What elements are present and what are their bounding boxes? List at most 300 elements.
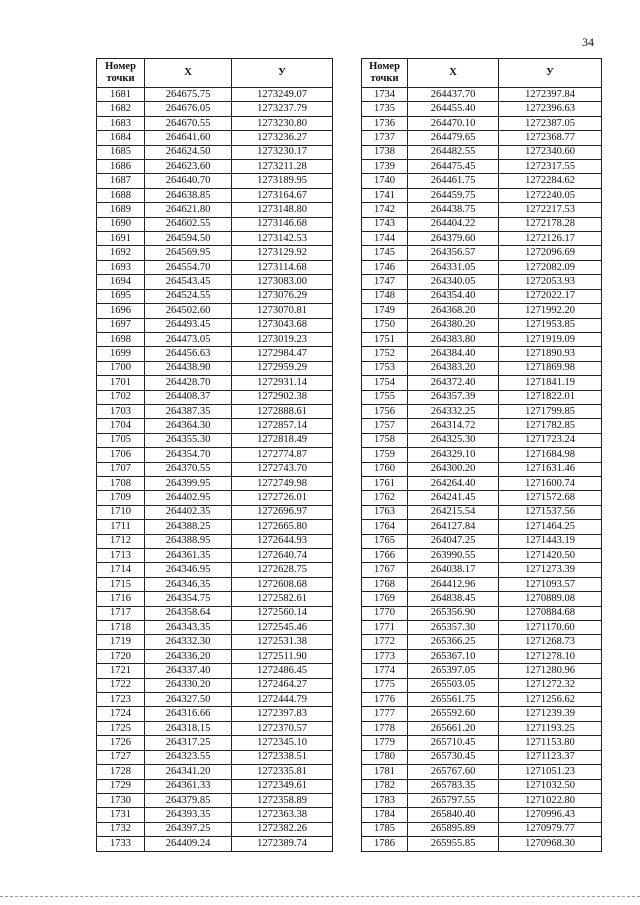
table-row	[362, 779, 602, 793]
point-number-cell: 1687	[97, 174, 145, 188]
y-coordinate-cell: 1270884.68	[499, 606, 602, 620]
point-number-cell: 1783	[362, 793, 408, 807]
y-coordinate-cell: 1271273.39	[499, 563, 602, 577]
y-coordinate-cell: 1271051.23	[499, 765, 602, 779]
point-number-cell: 1700	[97, 361, 145, 375]
point-number-cell: 1727	[97, 750, 145, 764]
y-coordinate-cell: 1271869.98	[499, 361, 602, 375]
x-coordinate-cell: 264372.40	[408, 376, 499, 390]
x-coordinate-cell: 264356.57	[408, 246, 499, 260]
x-coordinate-cell: 264624.50	[145, 145, 232, 159]
table-row	[97, 433, 333, 447]
point-number-cell: 1696	[97, 304, 145, 318]
point-number-header-line2: точки	[106, 73, 135, 84]
table-row	[97, 318, 333, 332]
point-number-cell: 1721	[97, 664, 145, 678]
table-row	[97, 145, 333, 159]
y-coordinate-cell: 1272217.53	[499, 203, 602, 217]
table-row	[97, 577, 333, 591]
point-number-cell: 1719	[97, 635, 145, 649]
x-coordinate-cell: 265367.10	[408, 649, 499, 663]
point-number-cell: 1723	[97, 693, 145, 707]
y-coordinate-cell: 1272665.80	[232, 520, 333, 534]
table-row	[97, 664, 333, 678]
point-number-cell: 1735	[362, 102, 408, 116]
x-coordinate-cell: 265797.55	[408, 793, 499, 807]
x-coordinate-cell: 264397.25	[145, 822, 232, 836]
point-number-cell: 1752	[362, 347, 408, 361]
table-row	[362, 419, 602, 433]
x-coordinate-cell: 264329.10	[408, 448, 499, 462]
y-coordinate-cell: 1270996.43	[499, 808, 602, 822]
table-row	[362, 102, 602, 116]
y-coordinate-cell: 1273142.53	[232, 232, 333, 246]
point-number-cell: 1731	[97, 808, 145, 822]
table-row	[362, 217, 602, 231]
y-coordinate-cell: 1271841.19	[499, 376, 602, 390]
x-coordinate-cell: 264384.40	[408, 347, 499, 361]
x-coordinate-cell: 265710.45	[408, 736, 499, 750]
point-number-cell: 1771	[362, 621, 408, 635]
point-number-cell: 1705	[97, 433, 145, 447]
x-coordinate-cell: 264675.75	[145, 88, 232, 102]
point-number-cell: 1766	[362, 549, 408, 563]
x-coordinate-cell: 264388.25	[145, 520, 232, 534]
point-number-cell: 1763	[362, 505, 408, 519]
point-number-cell: 1776	[362, 693, 408, 707]
table-row	[97, 275, 333, 289]
table-row	[97, 448, 333, 462]
y-coordinate-cell: 1272345.10	[232, 736, 333, 750]
table-row	[362, 260, 602, 274]
y-coordinate-cell: 1271600.74	[499, 476, 602, 490]
x-coordinate-cell: 264455.40	[408, 102, 499, 116]
x-coordinate-cell: 264370.55	[145, 462, 232, 476]
table-row	[97, 837, 333, 851]
point-number-cell: 1773	[362, 649, 408, 663]
table-row	[362, 621, 602, 635]
point-number-cell: 1762	[362, 491, 408, 505]
table-row	[362, 549, 602, 563]
table-row	[97, 649, 333, 663]
point-number-cell: 1770	[362, 606, 408, 620]
x-coordinate-cell: 264047.25	[408, 534, 499, 548]
x-coordinate-cell: 264357.39	[408, 390, 499, 404]
x-coordinate-cell: 264437.70	[408, 88, 499, 102]
y-coordinate-cell: 1271032.50	[499, 779, 602, 793]
y-coordinate-cell: 1272959.29	[232, 361, 333, 375]
point-number-cell: 1757	[362, 419, 408, 433]
y-coordinate-cell: 1271420.50	[499, 549, 602, 563]
table-row	[362, 275, 602, 289]
point-number-cell: 1682	[97, 102, 145, 116]
y-coordinate-cell: 1273148.80	[232, 203, 333, 217]
point-number-cell: 1695	[97, 289, 145, 303]
x-coordinate-cell: 264461.75	[408, 174, 499, 188]
y-coordinate-cell: 1273164.67	[232, 188, 333, 202]
y-coordinate-cell: 1272888.61	[232, 404, 333, 418]
y-coordinate-cell: 1271153.80	[499, 736, 602, 750]
x-coordinate-cell: 264314.72	[408, 419, 499, 433]
table-row	[362, 347, 602, 361]
table-row	[97, 693, 333, 707]
table-row	[362, 707, 602, 721]
x-coordinate-cell: 264316.66	[145, 707, 232, 721]
x-coordinate-cell: 264323.55	[145, 750, 232, 764]
point-number-cell: 1699	[97, 347, 145, 361]
y-coordinate-cell: 1272178.28	[499, 217, 602, 231]
y-coordinate-cell: 1272338.51	[232, 750, 333, 764]
x-coordinate-cell: 264331.05	[408, 260, 499, 274]
y-coordinate-cell: 1273070.81	[232, 304, 333, 318]
point-number-cell: 1689	[97, 203, 145, 217]
point-number-cell: 1718	[97, 621, 145, 635]
x-coordinate-cell: 264038.17	[408, 563, 499, 577]
x-coordinate-cell: 264402.35	[145, 505, 232, 519]
table-row	[362, 808, 602, 822]
table-row	[97, 750, 333, 764]
x-coordinate-cell: 264594.50	[145, 232, 232, 246]
x-coordinate-cell: 265356.90	[408, 606, 499, 620]
x-coordinate-cell: 264621.80	[145, 203, 232, 217]
table-row	[362, 577, 602, 591]
point-number-cell: 1728	[97, 765, 145, 779]
x-coordinate-cell: 265955.85	[408, 837, 499, 851]
x-coordinate-cell: 264393.35	[145, 808, 232, 822]
y-coordinate-cell: 1271799.85	[499, 404, 602, 418]
x-coordinate-cell: 264602.55	[145, 217, 232, 231]
y-coordinate-cell: 1271256.62	[499, 693, 602, 707]
y-coordinate-cell: 1272560.14	[232, 606, 333, 620]
table-row	[97, 332, 333, 346]
table-row	[97, 217, 333, 231]
table-row	[362, 361, 602, 375]
x-coordinate-cell: 264470.10	[408, 116, 499, 130]
y-coordinate-cell: 1272397.83	[232, 707, 333, 721]
table-row	[97, 592, 333, 606]
y-coordinate-cell: 1271239.39	[499, 707, 602, 721]
point-number-cell: 1779	[362, 736, 408, 750]
x-coordinate-cell: 264409.24	[145, 837, 232, 851]
x-coordinate-cell: 264355.30	[145, 433, 232, 447]
table-row	[362, 318, 602, 332]
table-row	[97, 304, 333, 318]
point-number-cell: 1702	[97, 390, 145, 404]
x-coordinate-cell: 264330.20	[145, 678, 232, 692]
table-row	[97, 232, 333, 246]
x-coordinate-cell: 265840.40	[408, 808, 499, 822]
x-coordinate-cell: 264340.05	[408, 275, 499, 289]
y-coordinate-cell: 1271123.37	[499, 750, 602, 764]
point-number-cell: 1767	[362, 563, 408, 577]
point-number-cell: 1729	[97, 779, 145, 793]
x-coordinate-cell: 264241.45	[408, 491, 499, 505]
x-coordinate-cell: 264264.40	[408, 476, 499, 490]
x-coordinate-cell: 265366.25	[408, 635, 499, 649]
table-row	[362, 563, 602, 577]
table-row	[97, 549, 333, 563]
point-number-cell: 1756	[362, 404, 408, 418]
table-row	[97, 376, 333, 390]
y-coordinate-cell: 1273129.92	[232, 246, 333, 260]
point-number-cell: 1716	[97, 592, 145, 606]
y-coordinate-cell: 1272531.38	[232, 635, 333, 649]
table-row	[362, 491, 602, 505]
table-row	[97, 102, 333, 116]
y-coordinate-cell: 1271280.96	[499, 664, 602, 678]
table-row	[362, 88, 602, 102]
table-row	[97, 621, 333, 635]
y-coordinate-cell: 1273230.80	[232, 116, 333, 130]
point-number-cell: 1759	[362, 448, 408, 462]
point-number-cell: 1786	[362, 837, 408, 851]
x-coordinate-cell: 264641.60	[145, 131, 232, 145]
point-number-cell: 1722	[97, 678, 145, 692]
table-row	[362, 174, 602, 188]
x-coordinate-cell: 264317.25	[145, 736, 232, 750]
y-coordinate-cell: 1273236.27	[232, 131, 333, 145]
point-number-header	[97, 59, 145, 88]
point-number-cell: 1749	[362, 304, 408, 318]
point-number-cell: 1732	[97, 822, 145, 836]
table-row	[97, 188, 333, 202]
y-coordinate-cell: 1272582.61	[232, 592, 333, 606]
x-coordinate-cell: 264336.20	[145, 649, 232, 663]
y-coordinate-cell: 1271953.85	[499, 318, 602, 332]
table-row	[97, 476, 333, 490]
y-coordinate-cell: 1272818.49	[232, 433, 333, 447]
point-number-cell: 1753	[362, 361, 408, 375]
x-coordinate-cell: 264623.60	[145, 160, 232, 174]
x-coordinate-cell: 265503.05	[408, 678, 499, 692]
x-coordinate-cell: 264383.20	[408, 361, 499, 375]
x-coordinate-cell: 264543.45	[145, 275, 232, 289]
point-number-cell: 1744	[362, 232, 408, 246]
y-coordinate-cell: 1273043.68	[232, 318, 333, 332]
x-coordinate-cell: 264640.70	[145, 174, 232, 188]
y-coordinate-cell: 1272644.93	[232, 534, 333, 548]
y-coordinate-cell: 1273249.07	[232, 88, 333, 102]
x-coordinate-cell: 264358.64	[145, 606, 232, 620]
x-header: X	[145, 59, 232, 88]
x-coordinate-cell: 264337.40	[145, 664, 232, 678]
y-coordinate-cell: 1272397.84	[499, 88, 602, 102]
point-number-cell: 1684	[97, 131, 145, 145]
y-coordinate-cell: 1272857.14	[232, 419, 333, 433]
y-coordinate-cell: 1272902.38	[232, 390, 333, 404]
point-number-header	[362, 59, 408, 88]
x-coordinate-cell: 264364.30	[145, 419, 232, 433]
point-number-cell: 1758	[362, 433, 408, 447]
x-coordinate-cell: 264524.55	[145, 289, 232, 303]
y-header: У	[232, 59, 333, 88]
point-number-cell: 1698	[97, 332, 145, 346]
table-row	[97, 505, 333, 519]
x-coordinate-cell: 264215.54	[408, 505, 499, 519]
y-coordinate-cell: 1272640.74	[232, 549, 333, 563]
point-number-cell: 1737	[362, 131, 408, 145]
point-number-cell: 1703	[97, 404, 145, 418]
x-coordinate-cell: 265397.05	[408, 664, 499, 678]
point-number-cell: 1706	[97, 448, 145, 462]
point-number-cell: 1715	[97, 577, 145, 591]
x-coordinate-cell: 264361.35	[145, 549, 232, 563]
x-coordinate-cell: 264438.90	[145, 361, 232, 375]
table-row	[362, 448, 602, 462]
point-number-cell: 1704	[97, 419, 145, 433]
x-coordinate-cell: 264502.60	[145, 304, 232, 318]
y-coordinate-cell: 1272349.61	[232, 779, 333, 793]
x-coordinate-cell: 264318.15	[145, 721, 232, 735]
y-coordinate-cell: 1272608.68	[232, 577, 333, 591]
table-row	[362, 404, 602, 418]
x-coordinate-cell: 265592.60	[408, 707, 499, 721]
table-row	[97, 203, 333, 217]
x-coordinate-cell: 264354.40	[408, 289, 499, 303]
x-coordinate-cell: 265895.89	[408, 822, 499, 836]
point-number-cell: 1745	[362, 246, 408, 260]
x-coordinate-cell: 264332.25	[408, 404, 499, 418]
point-number-cell: 1709	[97, 491, 145, 505]
y-coordinate-cell: 1273237.79	[232, 102, 333, 116]
point-number-cell: 1734	[362, 88, 408, 102]
y-coordinate-cell: 1270889.08	[499, 592, 602, 606]
point-number-cell: 1717	[97, 606, 145, 620]
table-row	[362, 332, 602, 346]
y-coordinate-cell: 1270968.30	[499, 837, 602, 851]
y-coordinate-cell: 1272726.01	[232, 491, 333, 505]
x-coordinate-cell: 264638.85	[145, 188, 232, 202]
y-coordinate-cell: 1272774.87	[232, 448, 333, 462]
table-row	[97, 390, 333, 404]
y-coordinate-cell: 1271890.93	[499, 347, 602, 361]
x-coordinate-cell: 264412.96	[408, 577, 499, 591]
y-coordinate-cell: 1272022.17	[499, 289, 602, 303]
table-row	[97, 419, 333, 433]
table-row	[362, 520, 602, 534]
table-row	[362, 721, 602, 735]
point-number-cell: 1746	[362, 260, 408, 274]
table-row	[97, 160, 333, 174]
x-coordinate-cell: 264361.33	[145, 779, 232, 793]
point-number-cell: 1726	[97, 736, 145, 750]
table-row	[362, 131, 602, 145]
point-number-cell: 1708	[97, 476, 145, 490]
bottom-edge-line	[0, 896, 640, 897]
x-coordinate-cell: 264493.45	[145, 318, 232, 332]
point-number-cell: 1710	[97, 505, 145, 519]
x-coordinate-cell: 263990.55	[408, 549, 499, 563]
y-coordinate-cell: 1271919.09	[499, 332, 602, 346]
x-coordinate-cell: 264554.70	[145, 260, 232, 274]
x-coordinate-cell: 264438.75	[408, 203, 499, 217]
y-coordinate-cell: 1273189.95	[232, 174, 333, 188]
table-row	[362, 837, 602, 851]
table-row	[362, 635, 602, 649]
table-row	[97, 289, 333, 303]
table-row	[97, 793, 333, 807]
table-row	[362, 376, 602, 390]
point-number-cell: 1683	[97, 116, 145, 130]
y-coordinate-cell: 1271272.32	[499, 678, 602, 692]
point-number-cell: 1780	[362, 750, 408, 764]
x-coordinate-cell: 264379.85	[145, 793, 232, 807]
point-number-cell: 1772	[362, 635, 408, 649]
point-number-header-line1: Номер	[105, 61, 136, 72]
y-coordinate-cell: 1272511.90	[232, 649, 333, 663]
x-coordinate-cell: 265661.20	[408, 721, 499, 735]
y-coordinate-cell: 1272486.45	[232, 664, 333, 678]
point-number-cell: 1730	[97, 793, 145, 807]
table-row	[97, 606, 333, 620]
point-number-cell: 1750	[362, 318, 408, 332]
y-coordinate-cell: 1272340.60	[499, 145, 602, 159]
table-row	[362, 750, 602, 764]
table-row	[97, 491, 333, 505]
point-number-cell: 1692	[97, 246, 145, 260]
table-row	[362, 822, 602, 836]
y-coordinate-cell: 1271093.57	[499, 577, 602, 591]
x-coordinate-cell: 264380.20	[408, 318, 499, 332]
x-coordinate-cell: 265767.60	[408, 765, 499, 779]
y-coordinate-cell: 1271631.46	[499, 462, 602, 476]
coordinates-table-right	[361, 58, 602, 852]
x-coordinate-cell: 264838.45	[408, 592, 499, 606]
y-coordinate-cell: 1272628.75	[232, 563, 333, 577]
point-number-cell: 1777	[362, 707, 408, 721]
table-row	[362, 765, 602, 779]
y-coordinate-cell: 1273076.29	[232, 289, 333, 303]
y-coordinate-cell: 1272382.26	[232, 822, 333, 836]
y-coordinate-cell: 1272053.93	[499, 275, 602, 289]
table-row	[362, 793, 602, 807]
point-number-header-line1: Номер	[369, 61, 400, 72]
x-coordinate-cell: 264346.95	[145, 563, 232, 577]
table-row	[362, 736, 602, 750]
y-coordinate-cell: 1271022.80	[499, 793, 602, 807]
point-number-cell: 1720	[97, 649, 145, 663]
y-coordinate-cell: 1272464.27	[232, 678, 333, 692]
table-row	[97, 678, 333, 692]
y-coordinate-cell: 1271992.20	[499, 304, 602, 318]
point-number-cell: 1768	[362, 577, 408, 591]
table-row	[97, 174, 333, 188]
y-coordinate-cell: 1273114.68	[232, 260, 333, 274]
x-coordinate-cell: 264404.22	[408, 217, 499, 231]
y-coordinate-cell: 1271268.73	[499, 635, 602, 649]
x-coordinate-cell: 264327.50	[145, 693, 232, 707]
table-row	[362, 304, 602, 318]
table-row	[362, 534, 602, 548]
y-coordinate-cell: 1271723.24	[499, 433, 602, 447]
point-number-cell: 1693	[97, 260, 145, 274]
table-row	[97, 462, 333, 476]
table-row	[97, 361, 333, 375]
table-row	[362, 289, 602, 303]
table-row	[97, 736, 333, 750]
x-coordinate-cell: 264475.45	[408, 160, 499, 174]
x-coordinate-cell: 264354.70	[145, 448, 232, 462]
table-row	[97, 116, 333, 130]
point-number-cell: 1784	[362, 808, 408, 822]
y-coordinate-cell: 1272096.69	[499, 246, 602, 260]
x-coordinate-cell: 264379.60	[408, 232, 499, 246]
x-coordinate-cell: 265783.35	[408, 779, 499, 793]
table-row	[97, 635, 333, 649]
point-number-cell: 1774	[362, 664, 408, 678]
x-coordinate-cell: 264428.70	[145, 376, 232, 390]
table-body-right	[362, 88, 602, 852]
